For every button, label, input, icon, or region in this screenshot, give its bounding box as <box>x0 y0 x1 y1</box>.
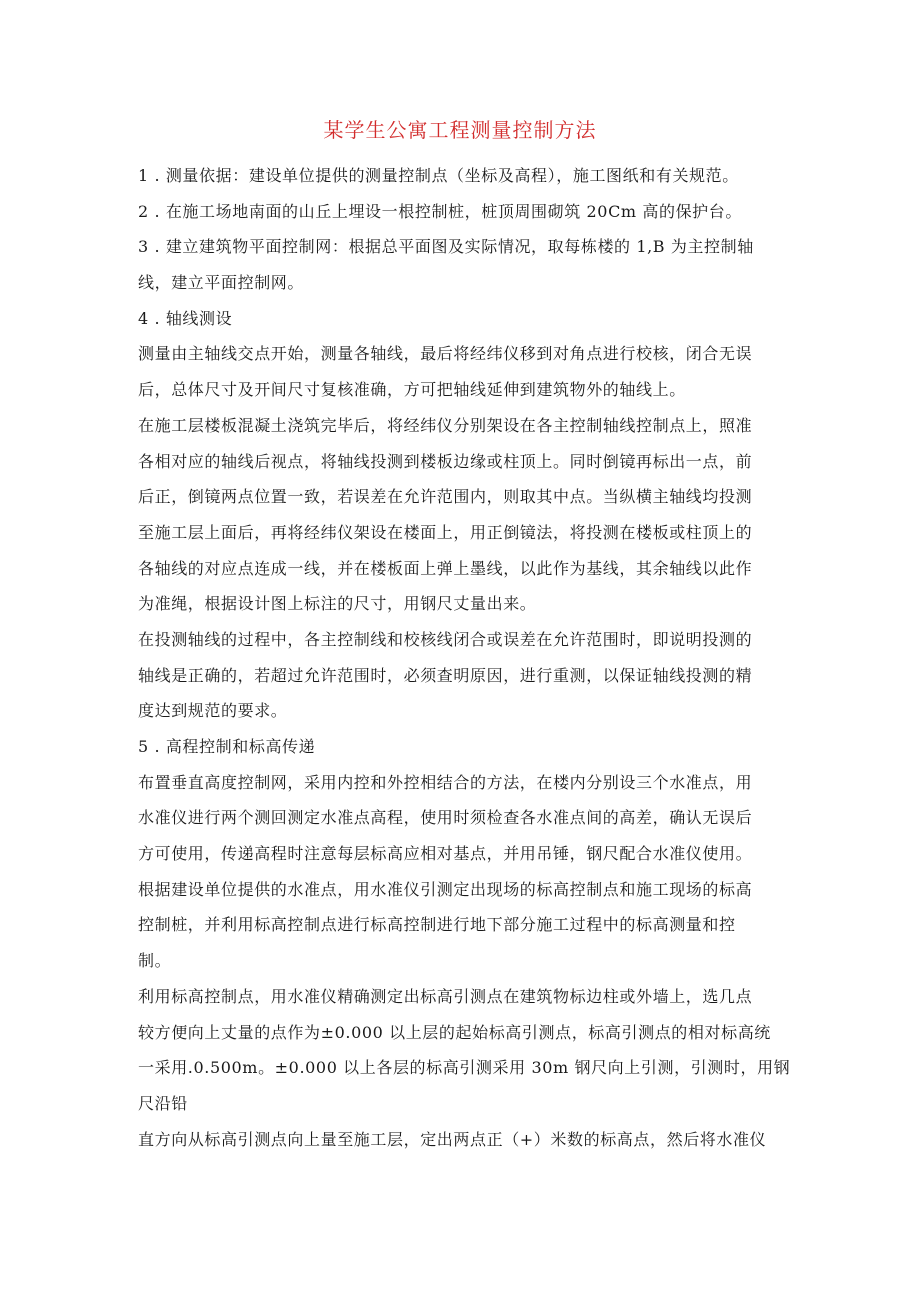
body-line: 在施工层楼板混凝土浇筑完毕后，将经纬仪分别架设在各主控制轴线控制点上，照准 <box>138 415 753 435</box>
body-line: 在投测轴线的过程中，各主控制线和校核线闭合或误差在允许范围时，即说明投测的 <box>138 629 753 649</box>
document-title: 某学生公寓工程测量控制方法 <box>323 118 597 142</box>
body-line: 根据建设单位提供的水准点，用水准仪引测定出现场的标高控制点和施工现场的标高 <box>138 879 753 899</box>
section-heading: 4 . 轴线测设 <box>138 308 233 328</box>
body-line: 布置垂直高度控制网，采用内控和外控相结合的方法，在楼内分别设三个水准点，用 <box>138 772 753 792</box>
body-line: 2 . 在施工场地南面的山丘上埋设一根控制桩，桩顶周围砌筑 20Cm 高的保护台。 <box>138 201 742 221</box>
body-line: 水准仪进行两个测回测定水准点高程，使用时须检查各水准点间的高差，确认无误后 <box>138 808 753 828</box>
body-line: 直方向从标高引测点向上量至施工层，定出两点正（+）米数的标高点，然后将水准仪 <box>138 1129 767 1149</box>
document-body <box>138 158 798 1157</box>
body-line: 3 . 建立建筑物平面控制网：根据总平面图及实际情况，取每栋楼的 1,B 为主控制轴 <box>138 237 754 257</box>
body-line: 各相对应的轴线后视点，将轴线投测到楼板边缘或柱顶上。同时倒镜再标出一点，前 <box>138 451 753 471</box>
section-heading: 5 . 高程控制和标高传递 <box>138 737 316 756</box>
body-line: 1 . 测量依据：建设单位提供的测量控制点（坐标及高程），施工图纸和有关规范。 <box>138 166 739 185</box>
body-line: 方可使用，传递高程时注意每层标高应相对基点，并用吊锤，钢尺配合水准仪使用。 <box>138 844 753 864</box>
body-line: 测量由主轴线交点开始，测量各轴线，最后将经纬仪移到对角点进行校核，闭合无误 <box>138 344 753 364</box>
body-line: 利用标高控制点，用水准仪精确测定出标高引测点在建筑物标边柱或外墙上，选几点 <box>138 986 753 1006</box>
body-line: 轴线是正确的，若超过允许范围时，必须查明原因，进行重测，以保证轴线投测的精 <box>138 665 753 685</box>
body-line: 尺沿铅 <box>138 1093 188 1113</box>
body-line: 各轴线的对应点连成一线，并在楼板面上弹上墨线，以此作为基线，其余轴线以此作 <box>138 558 753 578</box>
body-line: 后正，倒镜两点位置一致，若误差在允许范围内，则取其中点。当纵横主轴线均投测 <box>138 487 753 507</box>
body-line: 一采用.0.500m。±0.000 以上各层的标高引测采用 30m 钢尺向上引测，引测时，用钢 <box>138 1058 791 1078</box>
body-line: 为准绳，根据设计图上标注的尺寸，用钢尺丈量出来。 <box>138 594 537 614</box>
body-line: 线，建立平面控制网。 <box>138 273 305 293</box>
body-line: 度达到规范的要求。 <box>138 701 288 721</box>
body-line: 至施工层上面后，再将经纬仪架设在楼面上，用正倒镜法，将投测在楼板或柱顶上的 <box>138 522 753 542</box>
body-line: 制。 <box>138 951 172 971</box>
body-line: 控制桩，并利用标高控制点进行标高控制进行地下部分施工过程中的标高测量和控 <box>138 915 736 935</box>
body-line: 后，总体尺寸及开间尺寸复核准确，方可把轴线延伸到建筑物外的轴线上。 <box>138 380 686 400</box>
body-line: 较方便向上丈量的点作为±0.000 以上层的起始标高引测点，标高引测点的相对标高统 <box>138 1022 771 1042</box>
